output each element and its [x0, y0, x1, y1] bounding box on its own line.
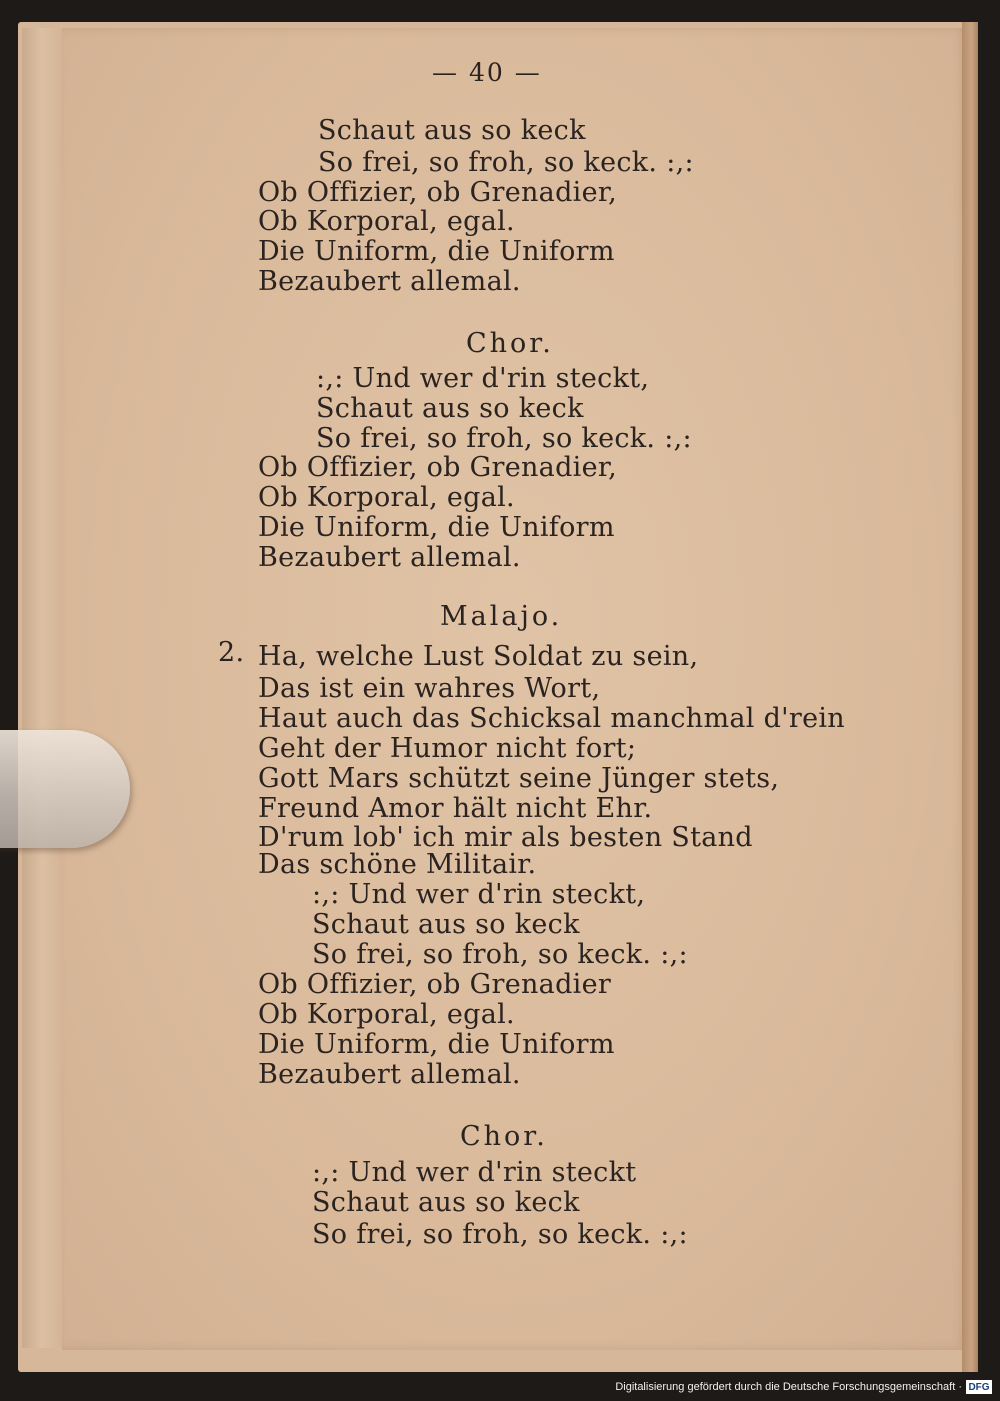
digitization-footer — [615, 1375, 992, 1399]
text-line: Ob Offizier, ob Grenadier, — [258, 177, 617, 208]
text-line: Schaut aus so keck — [312, 909, 580, 940]
verse-number: 2. — [218, 637, 245, 668]
section-heading: Malajo. — [440, 601, 563, 632]
text-line: Bezaubert allemal. — [258, 1059, 521, 1090]
text-line: Schaut aus so keck — [312, 1187, 580, 1218]
text-line: D'rum lob' ich mir als besten Stand — [258, 822, 753, 853]
text-line: :,: Und wer d'rin steckt — [312, 1157, 637, 1188]
page-number: — 40 — — [432, 58, 542, 87]
text-line: Ob Offizier, ob Grenadier — [258, 969, 612, 1000]
text-line: Schaut aus so keck — [318, 115, 586, 146]
text-line: Bezaubert allemal. — [258, 542, 521, 573]
footer-credit: Digitalisierung gefördert durch die Deutsche Forschungsgemeinschaft · — [615, 1381, 962, 1393]
text-line: Bezaubert allemal. — [258, 266, 521, 297]
text-line: Schaut aus so keck — [316, 393, 584, 424]
section-heading: Chor. — [460, 1121, 548, 1152]
text-line: Die Uniform, die Uniform — [258, 1029, 615, 1060]
text-line: Die Uniform, die Uniform — [258, 512, 615, 543]
text-line: Die Uniform, die Uniform — [258, 236, 615, 267]
text-line: Freund Amor hält nicht Ehr. — [258, 793, 653, 824]
text-line: So frei, so froh, so keck. :,: — [312, 1219, 688, 1250]
text-line: Ob Korporal, egal. — [258, 206, 515, 237]
text-line: Geht der Humor nicht fort; — [258, 733, 637, 764]
text-line: Ob Korporal, egal. — [258, 482, 515, 513]
text-line: Haut auch das Schicksal manchmal d'rein — [258, 703, 845, 734]
text-line: Das schöne Militair. — [258, 849, 537, 880]
text-line: Ob Korporal, egal. — [258, 999, 515, 1030]
text-line: Gott Mars schützt seine Jünger stets, — [258, 763, 780, 794]
dfg-logo: DFG — [966, 1380, 992, 1394]
text-line: Das ist ein wahres Wort, — [258, 673, 601, 704]
text-line: Ha, welche Lust Soldat zu sein, — [258, 641, 699, 672]
section-heading: Chor. — [466, 328, 554, 359]
text-line: So frei, so froh, so keck. :,: — [318, 147, 694, 178]
text-line: Ob Offizier, ob Grenadier, — [258, 452, 617, 483]
text-line: :,: Und wer d'rin steckt, — [312, 879, 646, 910]
text-line: So frei, so froh, so keck. :,: — [312, 939, 688, 970]
text-line: So frei, so froh, so keck. :,: — [316, 423, 692, 454]
text-line: :,: Und wer d'rin steckt, — [316, 363, 650, 394]
